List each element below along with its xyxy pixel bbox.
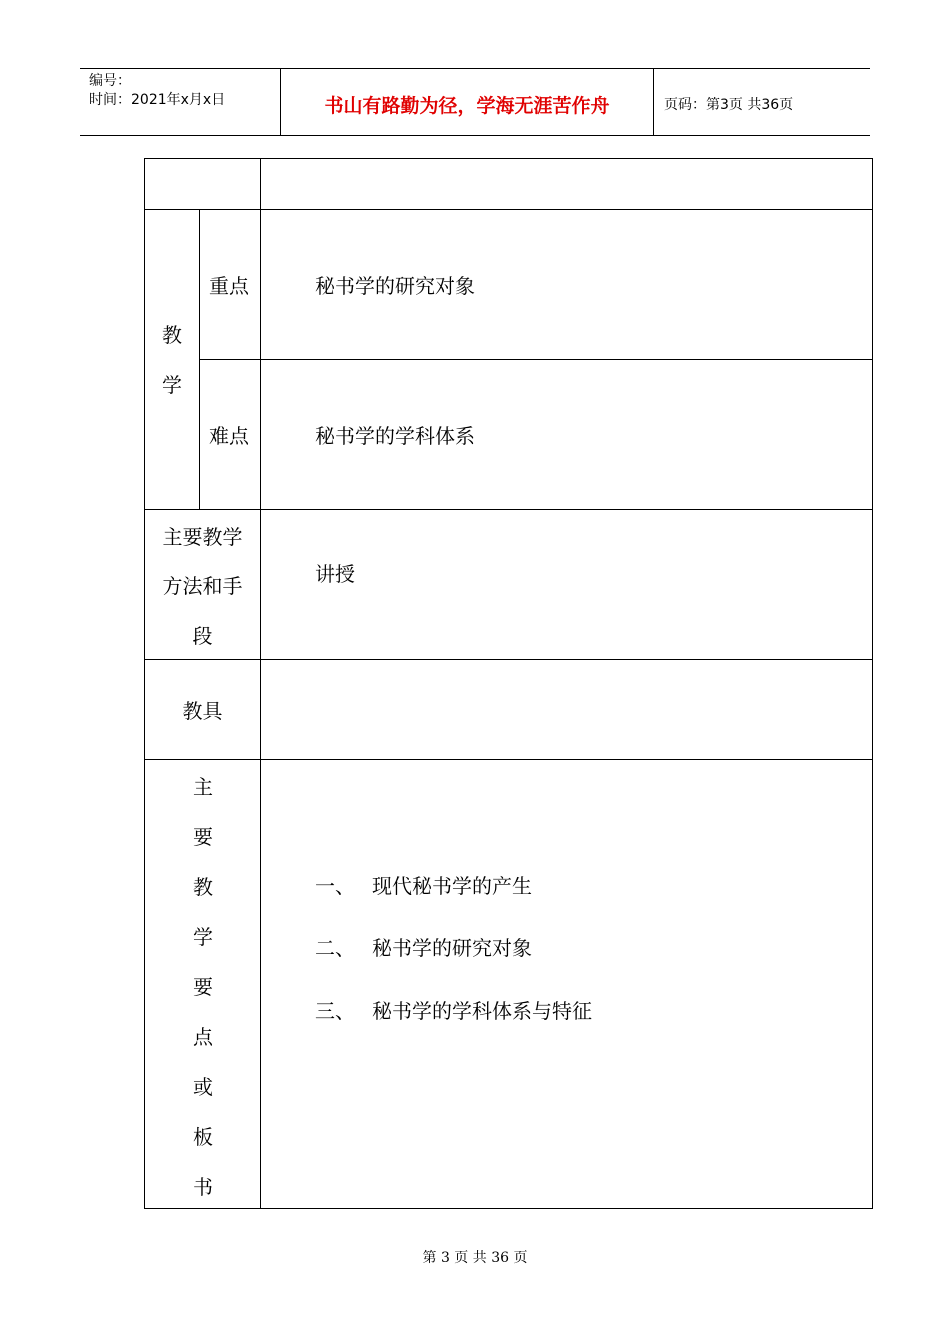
header-meta-cell xyxy=(80,69,281,135)
document-number-label: 编号： xyxy=(89,73,131,89)
row-divider xyxy=(199,359,872,360)
outline-label-char: 学 xyxy=(193,925,213,949)
outline-label-char: 要 xyxy=(193,975,213,999)
outline-label-char: 主 xyxy=(193,775,213,799)
outline-label-char: 或 xyxy=(193,1075,213,1099)
row-divider xyxy=(145,759,872,760)
header-motto: 书山有路勤为径，学海无涯苦作舟 xyxy=(324,95,610,117)
header-page-code: 页码：第3页 共36页 xyxy=(664,97,794,113)
method-label-line: 方法和手 xyxy=(162,574,243,598)
outline-item-number: 一、 xyxy=(315,874,355,898)
outline-label-char: 书 xyxy=(193,1175,213,1199)
outline-label-char: 板 xyxy=(193,1125,213,1149)
outline-item-text: 现代秘书学的产生 xyxy=(372,874,532,898)
header-page-cell xyxy=(654,69,870,135)
teaching-label-char: 学 xyxy=(162,373,182,397)
outline-label-char: 点 xyxy=(193,1025,213,1049)
difficulty-value: 秘书学的学科体系 xyxy=(315,424,475,448)
row-divider xyxy=(145,659,872,660)
row-divider xyxy=(145,509,872,510)
outline-item-text: 秘书学的研究对象 xyxy=(372,936,532,960)
row-divider xyxy=(145,209,872,210)
method-value: 讲授 xyxy=(315,562,355,586)
column-divider xyxy=(260,159,261,1208)
method-label-line: 主要教学 xyxy=(162,525,243,549)
key-point-label: 重点 xyxy=(209,274,249,298)
outline-item-number: 二、 xyxy=(315,936,355,960)
outline-item-number: 三、 xyxy=(315,999,355,1023)
difficulty-label: 难点 xyxy=(209,424,249,448)
outline-label-char: 教 xyxy=(193,875,213,899)
lesson-plan-table xyxy=(144,158,873,1209)
outline-item-text: 秘书学的学科体系与特征 xyxy=(372,999,592,1023)
document-time-label: 时间：2021年x月x日 xyxy=(89,92,226,108)
tools-label: 教具 xyxy=(182,699,223,723)
page-footer: 第 3 页 共 36 页 xyxy=(422,1250,528,1266)
teaching-label-char: 教 xyxy=(162,323,182,347)
key-point-value: 秘书学的研究对象 xyxy=(315,274,475,298)
method-label-line: 段 xyxy=(192,624,213,648)
outline-label-char: 要 xyxy=(193,825,213,849)
header-motto-cell xyxy=(281,69,654,135)
page-header xyxy=(80,68,870,136)
